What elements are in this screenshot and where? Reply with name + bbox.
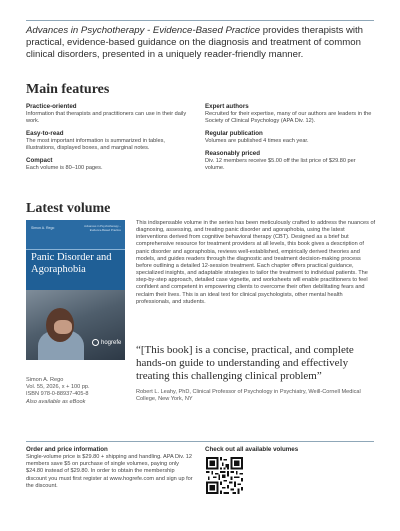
hogrefe-logo-icon [92, 339, 99, 346]
book-details [26, 377, 126, 406]
feature-item [205, 130, 375, 145]
main-features-heading: Main features [26, 82, 110, 97]
book-author: Simon A. Rego [26, 377, 64, 383]
book-description: This indispensable volume in the series has been meticulously crafted to address the nuances of diagnosing, assessing, and treating panic disorder and agoraphobia, using the latest interventions derived from cognitive behavioral therapy (CBT). Designed as a brief but comprehensive resource for treatment providers at all levels, this book gives a description of panic disorder and agoraphobia, reviews well-established, empirically derived theories and models, and guides readers through the diagnostic and treatment decision-making process before outlining a detailed 12-session treatment. Each chapter offers practical guidance, specialized insights, and adaptable strategies to tailor the treatment to individual patients. The step-by-step approach, detailed case vignette, and worksheets will enable practitioners to feel confident and competent in empowering clients to overcome their often debilitating fears and reclaim their lives. This is an ideal text for clinical psychologists, other mental health professionals, and students. [136, 220, 376, 305]
feature-item [205, 150, 375, 172]
feature-item [26, 103, 196, 125]
cover-figure-hand [54, 320, 72, 334]
cover-photo [26, 290, 125, 360]
feature-item [26, 130, 196, 152]
book-volume-info: Vol. 55, 2026, x + 100 pp. [26, 384, 90, 391]
all-volumes-title: Check out all available volumes [205, 446, 299, 453]
series-intro [26, 25, 376, 62]
top-divider [26, 20, 374, 21]
feature-title: Expert authors [205, 103, 249, 110]
book-ebook-note: Also available as eBook [26, 398, 86, 405]
features-left-column [26, 103, 196, 177]
quote-attribution: Robert L. Leahy, PhD, Clinical Professor of Psychology in Psychiatry, Weill-Cornell Medical College, New York, NY [136, 389, 361, 403]
publisher-name: hogrefe [101, 339, 122, 346]
feature-item [205, 103, 375, 125]
bottom-divider [26, 441, 374, 442]
feature-text: Information that therapists and practitioners can use in their daily work. [26, 111, 187, 124]
qr-code-icon[interactable] [206, 457, 243, 494]
feature-text: The most important information is summarized in tables, illustrations, displayed boxes, and marginal notes. [26, 138, 165, 151]
latest-volume-heading: Latest volume [26, 201, 111, 216]
publisher-logo [92, 339, 121, 346]
feature-text: Div. 12 members receive $5.00 off the list price of $29.80 per volume. [205, 158, 356, 171]
cover-author: Simon A. Rego [31, 226, 55, 230]
feature-title: Regular publication [205, 130, 263, 137]
feature-title: Easy-to-read [26, 130, 64, 137]
feature-title: Compact [26, 157, 53, 164]
cover-title: Panic Disorder and Agoraphobia [31, 252, 112, 275]
cover-series: Advances in Psychotherapy – Evidence-Based Practice [84, 224, 121, 232]
feature-text: Each volume is 80–100 pages. [26, 165, 103, 171]
book-cover [26, 220, 125, 360]
book-isbn: ISBN 978-0-88937-405-8 [26, 391, 89, 398]
order-info-text: Single-volume price is $29.80 + shipping and handling. APA Div. 12 members save $5 on purchase of single volumes, paying only $24.80 instead of $29.80. In order to obtain the membership discount you must first register at www.hogrefe.com and sign up for the discount. [26, 454, 193, 489]
feature-title: Reasonably priced [205, 150, 261, 157]
feature-text: Volumes are published 4 times each year. [205, 138, 309, 144]
feature-title: Practice-oriented [26, 103, 77, 110]
order-info-title: Order and price information [26, 446, 108, 453]
feature-item [26, 157, 196, 172]
features-right-column [205, 103, 375, 177]
feature-text: Recruited for their expertise, many of our authors are leaders in the Society of Clinical Psychology (APA Div. 12). [205, 111, 372, 124]
series-name: Advances in Psychotherapy - Evidence-Based Practice [26, 25, 261, 36]
endorsement-quote: “[This book] is a concise, practical, and complete hands-on guide to understanding and effectively treating this challenging clinical problem” [136, 344, 354, 382]
series-description: provides therapists with practical, evidence-based guidance on the diagnosis and treatment of common clinical disorders, presented in a uniquely reader-friendly manner. [26, 25, 364, 61]
